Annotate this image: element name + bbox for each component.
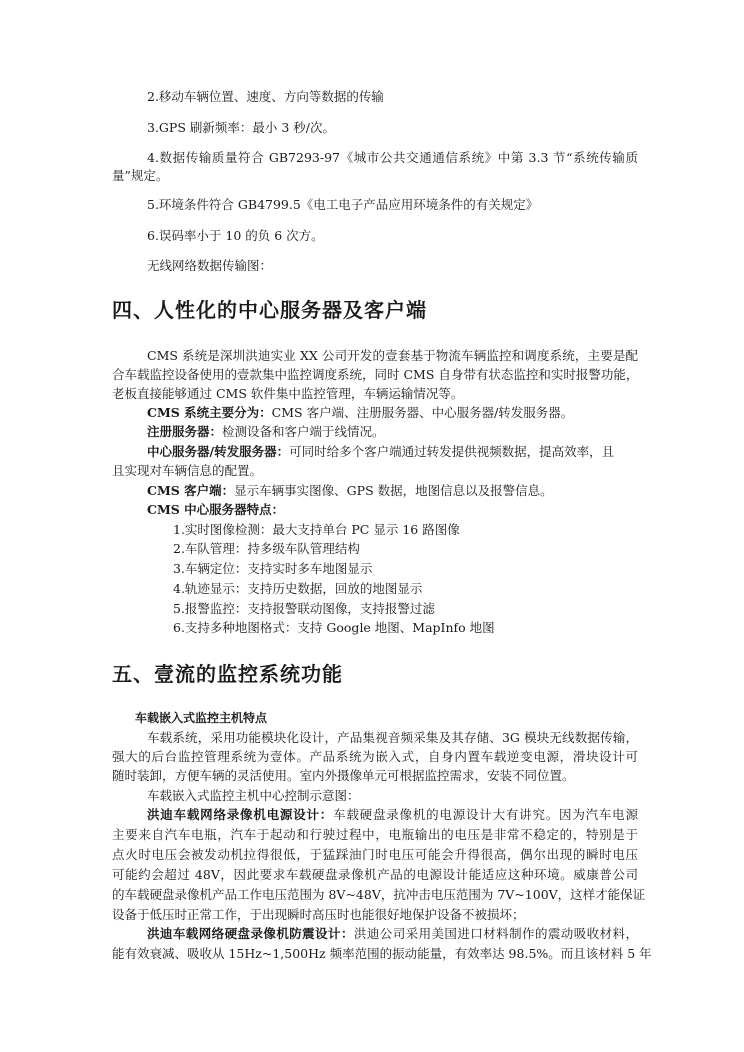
- cms-parts-label: CMS 系统主要分为：: [147, 405, 272, 420]
- vehicle-system-line: 随时装卸，方便车辆的灵活使用。室内外摄像单元可根据监控需求，安装不同位置。: [112, 768, 575, 783]
- requirement-3: 3.GPS 刷新频率：最小 3 秒/次。: [147, 120, 335, 135]
- feature-item: 1.实时图像检测：最大支持单台 PC 显示 16 路图像: [173, 522, 460, 537]
- center-server-text: 可同时给多个客户端通过转发提供视频数据，提高效率，且: [289, 444, 615, 459]
- power-design: [147, 807, 638, 823]
- shock-design-label: 洪迪车载网络硬盘录像机防震设计：: [147, 926, 354, 941]
- cms-client-text: 显示车辆事实图像、GPS 数据，地图信息以及报警信息。: [234, 483, 553, 498]
- power-design-label: 洪迪车载网络录像机电源设计：: [147, 807, 334, 822]
- section-4-heading: 四、人性化的中心服务器及客户端: [112, 298, 427, 322]
- control-diagram-caption: 车载嵌入式监控主机中心控制示意图：: [147, 788, 360, 803]
- requirement-4: 4.数据传输质量符合 GB7293-97《城市公共交通通信系统》中第 3.3 节“系统传输质: [147, 150, 638, 165]
- requirement-5: 5.环境条件符合 GB4799.5《电工电子产品应用环境条件的有关规定》: [147, 197, 539, 212]
- section-5-heading: 五、壹流的监控系统功能: [112, 662, 343, 686]
- shock-design-line: 能有效衰减、吸收从 15Hz~1,500Hz 频率范围的振动能量，有效率达 98.5%。而且该材料 5 年: [112, 946, 652, 961]
- features-label: [147, 502, 638, 518]
- cms-intro-line: 合车载监控设备使用的壹款集中监控调度系统，同时 CMS 自身带有状态监控和实时报警功能，: [112, 367, 639, 382]
- wireless-diagram-caption: 无线网络数据传输图：: [147, 258, 273, 273]
- shock-design: [147, 926, 638, 942]
- center-server-cont: 且实现对车辆信息的配置。: [112, 463, 263, 478]
- section-5-subheading: [135, 710, 638, 726]
- cms-intro-line: CMS 系统是深圳洪迪实业 XX 公司开发的壹套基于物流车辆监控和调度系统，主要是配: [147, 348, 638, 363]
- registration-server: [147, 424, 638, 440]
- cms-client-label: CMS 客户端：: [147, 483, 235, 498]
- vehicle-system-line: 强大的后台监控管理系统为壹体。产品系统为嵌入式，自身内置车载逆变电源，滑块设计可: [112, 749, 638, 764]
- feature-item: 4.轨迹显示：支持历史数据，回放的地图显示: [173, 581, 423, 596]
- feature-item: 3.车辆定位：支持实时多车地图显示: [173, 561, 373, 576]
- registration-server-text: 检测设备和客户端于线情况。: [222, 424, 385, 439]
- power-design-line: 可能约会超过 48V，因此要求车载硬盘录像机产品的电源设计能适应这种环境。威康普公司: [112, 867, 638, 882]
- vehicle-system-line: 车载系统，采用功能模块化设计，产品集视音频采集及其存储、3G 模块无线数据传输，: [147, 730, 638, 745]
- cms-client: [147, 483, 638, 499]
- cms-parts: [147, 405, 638, 421]
- power-design-line: 主要来自汽车电瓶，汽车于起动和行驶过程中，电瓶输出的电压是非常不稳定的，特别是于: [112, 827, 638, 842]
- power-design-text: 车载硬盘录像机的电源设计大有讲究。因为汽车电源: [333, 807, 638, 822]
- center-server-label: 中心服务器/转发服务器：: [147, 444, 290, 459]
- requirement-6: 6.误码率小于 10 的负 6 次方。: [147, 228, 324, 243]
- center-server: [147, 444, 638, 460]
- requirement-4-cont: 量”规定。: [112, 168, 169, 183]
- features-label-text: CMS 中心服务器特点：: [147, 502, 285, 517]
- feature-item: 2.车队管理：持多级车队管理结构: [173, 541, 360, 556]
- requirement-2: 2.移动车辆位置、速度、方向等数据的传输: [147, 89, 384, 104]
- registration-server-label: 注册服务器：: [147, 424, 223, 439]
- subheading-text: 车载嵌入式监控主机特点: [135, 711, 268, 725]
- feature-item: 5.报警监控：支持报警联动图像，支持报警过滤: [173, 601, 435, 616]
- cms-intro-line: 老板直接能够通过 CMS 软件集中监控管理，车辆运输情况等。: [112, 386, 464, 401]
- power-design-line: 设备于低压时正常工作，于出现瞬时高压时也能很好地保护设备不被损坏；: [112, 907, 525, 922]
- cms-parts-text: CMS 客户端、注册服务器、中心服务器/转发服务器。: [271, 405, 574, 420]
- power-design-line: 点火时电压会被发动机拉得很低，于猛踩油门时电压可能会升得很高，偶尔出现的瞬时电压: [112, 847, 638, 862]
- feature-item: 6.支持多种地图格式：支持 Google 地图、MapInfo 地图: [173, 620, 495, 635]
- shock-design-text: 洪迪公司采用美国进口材料制作的震动吸收材料，: [353, 926, 638, 941]
- power-design-line: 的车载硬盘录像机产品工作电压范围为 8V~48V，抗冲击电压范围为 7V~100V，这样才能保证: [112, 887, 646, 902]
